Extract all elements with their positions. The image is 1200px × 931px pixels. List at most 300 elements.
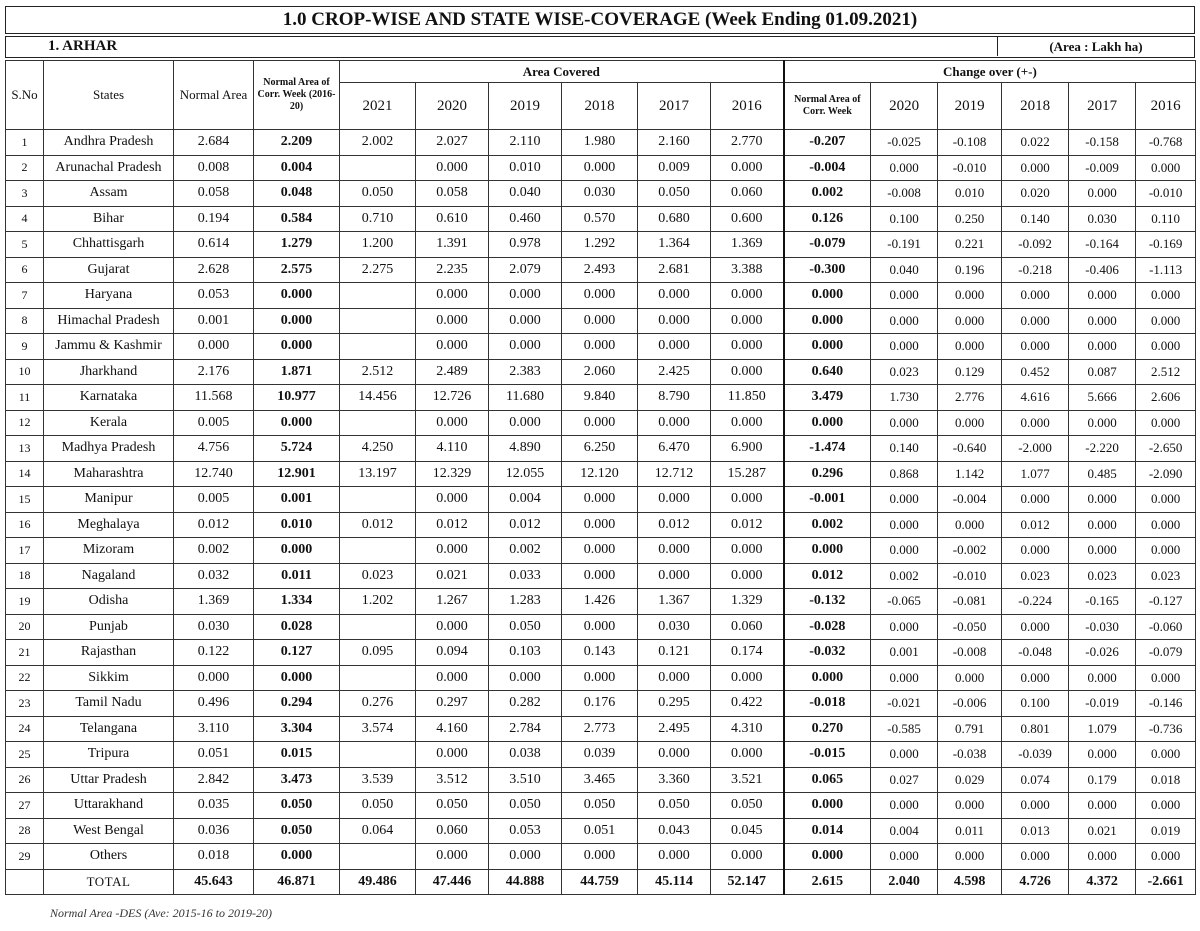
cell-normal-area: 0.053 bbox=[174, 283, 254, 309]
cell-area-2019: 0.050 bbox=[489, 793, 562, 819]
header-change-year: 2020 bbox=[871, 83, 938, 130]
cell-change-2016: -0.169 bbox=[1136, 232, 1196, 258]
cell-normal-corr: 0.004 bbox=[254, 155, 340, 181]
cell-state: Tamil Nadu bbox=[44, 691, 174, 717]
cell-area-2020: 0.000 bbox=[416, 844, 489, 870]
cell-change-2018: 4.726 bbox=[1002, 869, 1069, 895]
cell-area-2020: 1.391 bbox=[416, 232, 489, 258]
cell-area-2016: 6.900 bbox=[711, 436, 784, 462]
cell-area-2018: 1.292 bbox=[562, 232, 638, 258]
table-row bbox=[6, 334, 1196, 360]
cell-change-normal: -0.018 bbox=[784, 691, 871, 717]
cell-change-2018: 1.077 bbox=[1002, 461, 1069, 487]
cell-change-normal: 0.000 bbox=[784, 665, 871, 691]
cell-area-2017: 6.470 bbox=[638, 436, 711, 462]
cell-change-2018: 0.013 bbox=[1002, 818, 1069, 844]
cell-change-2016: 0.000 bbox=[1136, 155, 1196, 181]
cell-area-2019: 0.000 bbox=[489, 410, 562, 436]
cell-normal-corr: 1.334 bbox=[254, 589, 340, 615]
cell-change-2016: 0.000 bbox=[1136, 308, 1196, 334]
cell-change-normal: -0.079 bbox=[784, 232, 871, 258]
cell-change-2016: 2.512 bbox=[1136, 359, 1196, 385]
cell-area-2020: 0.610 bbox=[416, 206, 489, 232]
cell-normal-area: 0.051 bbox=[174, 742, 254, 768]
cell-change-2018: 0.000 bbox=[1002, 487, 1069, 513]
cell-change-2019: -0.002 bbox=[938, 538, 1002, 564]
cell-area-2017: 0.043 bbox=[638, 818, 711, 844]
cell-area-2017: 0.000 bbox=[638, 844, 711, 870]
cell-change-2016: -0.127 bbox=[1136, 589, 1196, 615]
cell-change-normal: 0.014 bbox=[784, 818, 871, 844]
cell-sno: 19 bbox=[6, 589, 44, 615]
cell-state: Karnataka bbox=[44, 385, 174, 411]
cell-change-2017: 0.000 bbox=[1069, 181, 1136, 207]
cell-state: Jharkhand bbox=[44, 359, 174, 385]
cell-normal-area: 3.110 bbox=[174, 716, 254, 742]
cell-area-2019: 0.978 bbox=[489, 232, 562, 258]
table-row bbox=[6, 385, 1196, 411]
table-row bbox=[6, 716, 1196, 742]
cell-change-2019: 0.196 bbox=[938, 257, 1002, 283]
cell-area-2017: 8.790 bbox=[638, 385, 711, 411]
cell-area-2020: 0.060 bbox=[416, 818, 489, 844]
cell-area-2016: 52.147 bbox=[711, 869, 784, 895]
cell-area-2018: 0.000 bbox=[562, 487, 638, 513]
cell-area-2019: 0.282 bbox=[489, 691, 562, 717]
cell-change-2020: 0.023 bbox=[871, 359, 938, 385]
cell-area-2019: 0.050 bbox=[489, 614, 562, 640]
cell-change-2019: 0.000 bbox=[938, 410, 1002, 436]
cell-area-2020: 2.027 bbox=[416, 130, 489, 156]
cell-change-2020: -0.191 bbox=[871, 232, 938, 258]
cell-area-2018: 0.000 bbox=[562, 563, 638, 589]
cell-change-normal: -0.032 bbox=[784, 640, 871, 666]
cell-sno: 2 bbox=[6, 155, 44, 181]
cell-normal-corr: 5.724 bbox=[254, 436, 340, 462]
cell-area-2019: 0.004 bbox=[489, 487, 562, 513]
cell-area-2016: 0.000 bbox=[711, 563, 784, 589]
cell-change-2016: 0.018 bbox=[1136, 767, 1196, 793]
cell-change-2017: -0.030 bbox=[1069, 614, 1136, 640]
cell-change-2020: 0.027 bbox=[871, 767, 938, 793]
cell-normal-corr: 12.901 bbox=[254, 461, 340, 487]
cell-area-2020: 0.000 bbox=[416, 487, 489, 513]
header-change-over: Change over (+-) bbox=[784, 61, 1196, 83]
cell-area-2020: 0.050 bbox=[416, 793, 489, 819]
header-change-normal: Normal Area of Corr. Week bbox=[784, 83, 871, 130]
crop-name: 1. ARHAR bbox=[48, 38, 118, 54]
cell-change-2016: 2.606 bbox=[1136, 385, 1196, 411]
cell-area-2019: 0.000 bbox=[489, 665, 562, 691]
cell-area-2018: 0.000 bbox=[562, 308, 638, 334]
table-row bbox=[6, 589, 1196, 615]
cell-change-2017: 0.087 bbox=[1069, 359, 1136, 385]
cell-area-2021: 0.050 bbox=[340, 793, 416, 819]
cell-area-2017: 1.367 bbox=[638, 589, 711, 615]
cell-sno: 23 bbox=[6, 691, 44, 717]
cell-change-normal: 0.000 bbox=[784, 308, 871, 334]
cell-change-2020: 0.000 bbox=[871, 308, 938, 334]
cell-change-2018: 0.000 bbox=[1002, 665, 1069, 691]
cell-change-normal: -1.474 bbox=[784, 436, 871, 462]
cell-area-2018: 0.000 bbox=[562, 538, 638, 564]
cell-state: Nagaland bbox=[44, 563, 174, 589]
table-row bbox=[6, 614, 1196, 640]
cell-normal-corr: 0.584 bbox=[254, 206, 340, 232]
cell-change-normal: 0.002 bbox=[784, 512, 871, 538]
cell-normal-area: 2.176 bbox=[174, 359, 254, 385]
cell-area-2020: 0.000 bbox=[416, 665, 489, 691]
cell-change-normal: -0.004 bbox=[784, 155, 871, 181]
cell-area-2021 bbox=[340, 155, 416, 181]
cell-sno: 11 bbox=[6, 385, 44, 411]
cell-state: Punjab bbox=[44, 614, 174, 640]
cell-normal-area: 0.036 bbox=[174, 818, 254, 844]
cell-normal-corr: 2.209 bbox=[254, 130, 340, 156]
cell-change-2017: 0.021 bbox=[1069, 818, 1136, 844]
cell-area-2018: 0.000 bbox=[562, 614, 638, 640]
cell-change-2020: 0.000 bbox=[871, 538, 938, 564]
cell-change-normal: -0.132 bbox=[784, 589, 871, 615]
cell-area-2019: 12.055 bbox=[489, 461, 562, 487]
cell-change-2017: 0.000 bbox=[1069, 665, 1136, 691]
cell-area-2017: 0.000 bbox=[638, 742, 711, 768]
cell-area-2019: 0.002 bbox=[489, 538, 562, 564]
cell-area-2018: 0.030 bbox=[562, 181, 638, 207]
cell-area-2021: 0.012 bbox=[340, 512, 416, 538]
cell-change-2019: -0.081 bbox=[938, 589, 1002, 615]
cell-area-2016: 0.000 bbox=[711, 308, 784, 334]
cell-area-2017: 0.030 bbox=[638, 614, 711, 640]
cell-normal-corr: 0.048 bbox=[254, 181, 340, 207]
cell-area-2019: 3.510 bbox=[489, 767, 562, 793]
cell-change-2017: 0.000 bbox=[1069, 742, 1136, 768]
cell-change-2019: -0.038 bbox=[938, 742, 1002, 768]
cell-area-2017: 2.681 bbox=[638, 257, 711, 283]
cell-sno: 9 bbox=[6, 334, 44, 360]
cell-change-normal: 0.640 bbox=[784, 359, 871, 385]
cell-area-2020: 0.012 bbox=[416, 512, 489, 538]
cell-sno: 21 bbox=[6, 640, 44, 666]
cell-area-2020: 0.000 bbox=[416, 742, 489, 768]
table-row bbox=[6, 563, 1196, 589]
cell-change-2016: 0.000 bbox=[1136, 283, 1196, 309]
cell-change-normal: 0.000 bbox=[784, 410, 871, 436]
cell-area-2020: 0.000 bbox=[416, 410, 489, 436]
table-row bbox=[6, 512, 1196, 538]
cell-change-normal: 0.270 bbox=[784, 716, 871, 742]
cell-area-2021 bbox=[340, 742, 416, 768]
cell-change-normal: 0.000 bbox=[784, 283, 871, 309]
cell-change-2018: 0.022 bbox=[1002, 130, 1069, 156]
cell-area-2016: 1.329 bbox=[711, 589, 784, 615]
cell-normal-corr: 0.000 bbox=[254, 844, 340, 870]
cell-normal-corr: 0.127 bbox=[254, 640, 340, 666]
cell-change-2018: 0.000 bbox=[1002, 308, 1069, 334]
cell-normal-corr: 1.871 bbox=[254, 359, 340, 385]
table-row bbox=[6, 436, 1196, 462]
cell-normal-area: 0.030 bbox=[174, 614, 254, 640]
crop-bar bbox=[5, 36, 1195, 58]
cell-area-2018: 0.000 bbox=[562, 283, 638, 309]
cell-change-normal: -0.028 bbox=[784, 614, 871, 640]
cell-state: Tripura bbox=[44, 742, 174, 768]
cell-state: Uttarakhand bbox=[44, 793, 174, 819]
cell-change-2016: -0.768 bbox=[1136, 130, 1196, 156]
cell-normal-area: 11.568 bbox=[174, 385, 254, 411]
cell-change-2020: 0.001 bbox=[871, 640, 938, 666]
table-row bbox=[6, 308, 1196, 334]
cell-area-2021 bbox=[340, 844, 416, 870]
cell-change-2016: 0.000 bbox=[1136, 334, 1196, 360]
cell-change-2016: -2.090 bbox=[1136, 461, 1196, 487]
cell-area-2018: 0.000 bbox=[562, 512, 638, 538]
cell-change-2020: 0.000 bbox=[871, 742, 938, 768]
cell-area-2021: 14.456 bbox=[340, 385, 416, 411]
cell-area-2018: 44.759 bbox=[562, 869, 638, 895]
cell-normal-corr: 0.000 bbox=[254, 308, 340, 334]
table-row bbox=[6, 818, 1196, 844]
cell-change-2018: 0.000 bbox=[1002, 410, 1069, 436]
cell-area-2017: 0.000 bbox=[638, 283, 711, 309]
table-row bbox=[6, 640, 1196, 666]
cell-area-2016: 0.000 bbox=[711, 742, 784, 768]
cell-state: Rajasthan bbox=[44, 640, 174, 666]
cell-change-2016: 0.000 bbox=[1136, 410, 1196, 436]
cell-area-2020: 0.021 bbox=[416, 563, 489, 589]
cell-change-2019: 4.598 bbox=[938, 869, 1002, 895]
cell-area-2020: 0.000 bbox=[416, 614, 489, 640]
cell-area-2020: 12.726 bbox=[416, 385, 489, 411]
cell-area-2021: 3.539 bbox=[340, 767, 416, 793]
cell-sno: 1 bbox=[6, 130, 44, 156]
cell-change-2018: -0.039 bbox=[1002, 742, 1069, 768]
cell-area-2016: 15.287 bbox=[711, 461, 784, 487]
header-area-year: 2017 bbox=[638, 83, 711, 130]
cell-area-2016: 0.000 bbox=[711, 359, 784, 385]
cell-sno: 16 bbox=[6, 512, 44, 538]
cell-sno: 4 bbox=[6, 206, 44, 232]
cell-area-2021: 3.574 bbox=[340, 716, 416, 742]
cell-area-2017: 0.000 bbox=[638, 563, 711, 589]
cell-sno: 6 bbox=[6, 257, 44, 283]
cell-area-2020: 0.297 bbox=[416, 691, 489, 717]
cell-area-2020: 0.058 bbox=[416, 181, 489, 207]
cell-normal-corr: 0.028 bbox=[254, 614, 340, 640]
cell-area-2016: 11.850 bbox=[711, 385, 784, 411]
cell-change-2016: 0.000 bbox=[1136, 742, 1196, 768]
cell-sno: 20 bbox=[6, 614, 44, 640]
cell-sno: 25 bbox=[6, 742, 44, 768]
cell-area-2017: 0.000 bbox=[638, 308, 711, 334]
cell-area-2017: 2.160 bbox=[638, 130, 711, 156]
cell-area-2020: 0.000 bbox=[416, 283, 489, 309]
cell-change-2018: 4.616 bbox=[1002, 385, 1069, 411]
table-row bbox=[6, 691, 1196, 717]
cell-state: Arunachal Pradesh bbox=[44, 155, 174, 181]
header-area-covered: Area Covered bbox=[340, 61, 784, 83]
cell-change-2016: 0.000 bbox=[1136, 665, 1196, 691]
cell-state: TOTAL bbox=[44, 869, 174, 895]
header-change-year: 2018 bbox=[1002, 83, 1069, 130]
table-row bbox=[6, 665, 1196, 691]
cell-change-2019: 0.029 bbox=[938, 767, 1002, 793]
cell-state: Bihar bbox=[44, 206, 174, 232]
cell-area-2016: 0.060 bbox=[711, 181, 784, 207]
table-row bbox=[6, 844, 1196, 870]
cell-area-2017: 0.009 bbox=[638, 155, 711, 181]
cell-area-2019: 0.000 bbox=[489, 308, 562, 334]
cell-change-2018: 0.012 bbox=[1002, 512, 1069, 538]
cell-area-2021: 0.276 bbox=[340, 691, 416, 717]
coverage-table bbox=[5, 60, 1196, 895]
cell-change-2016: -2.661 bbox=[1136, 869, 1196, 895]
cell-normal-area: 1.369 bbox=[174, 589, 254, 615]
cell-normal-corr: 46.871 bbox=[254, 869, 340, 895]
cell-area-2021 bbox=[340, 487, 416, 513]
cell-area-2021 bbox=[340, 283, 416, 309]
cell-area-2018: 3.465 bbox=[562, 767, 638, 793]
cell-change-2016: -2.650 bbox=[1136, 436, 1196, 462]
cell-change-2018: 0.452 bbox=[1002, 359, 1069, 385]
cell-area-2021 bbox=[340, 614, 416, 640]
cell-change-2020: 0.040 bbox=[871, 257, 938, 283]
table-row bbox=[6, 487, 1196, 513]
cell-normal-area: 0.018 bbox=[174, 844, 254, 870]
cell-state: Meghalaya bbox=[44, 512, 174, 538]
cell-area-2018: 0.570 bbox=[562, 206, 638, 232]
cell-normal-area: 0.496 bbox=[174, 691, 254, 717]
cell-change-normal: 0.000 bbox=[784, 538, 871, 564]
cell-change-2016: -0.079 bbox=[1136, 640, 1196, 666]
cell-area-2018: 2.060 bbox=[562, 359, 638, 385]
cell-area-2016: 0.000 bbox=[711, 538, 784, 564]
cell-area-2018: 2.493 bbox=[562, 257, 638, 283]
cell-area-2019: 0.000 bbox=[489, 334, 562, 360]
cell-change-2020: 0.002 bbox=[871, 563, 938, 589]
cell-area-2019: 0.000 bbox=[489, 844, 562, 870]
cell-sno bbox=[6, 869, 44, 895]
cell-change-2020: -0.025 bbox=[871, 130, 938, 156]
cell-area-2019: 0.053 bbox=[489, 818, 562, 844]
cell-change-2019: 0.221 bbox=[938, 232, 1002, 258]
cell-change-normal: 0.296 bbox=[784, 461, 871, 487]
cell-change-normal: 0.126 bbox=[784, 206, 871, 232]
cell-change-2017: 1.079 bbox=[1069, 716, 1136, 742]
cell-change-2018: -0.218 bbox=[1002, 257, 1069, 283]
cell-area-2019: 0.012 bbox=[489, 512, 562, 538]
cell-change-2016: -0.010 bbox=[1136, 181, 1196, 207]
header-states: States bbox=[44, 61, 174, 130]
total-row bbox=[6, 869, 1196, 895]
cell-normal-area: 0.000 bbox=[174, 665, 254, 691]
cell-area-2021: 2.275 bbox=[340, 257, 416, 283]
cell-area-2020: 47.446 bbox=[416, 869, 489, 895]
cell-state: Telangana bbox=[44, 716, 174, 742]
cell-change-2020: -0.065 bbox=[871, 589, 938, 615]
cell-change-2017: -0.165 bbox=[1069, 589, 1136, 615]
cell-normal-corr: 1.279 bbox=[254, 232, 340, 258]
cell-normal-area: 0.012 bbox=[174, 512, 254, 538]
cell-area-2018: 0.000 bbox=[562, 334, 638, 360]
cell-area-2016: 0.000 bbox=[711, 155, 784, 181]
header-area-year: 2018 bbox=[562, 83, 638, 130]
cell-sno: 26 bbox=[6, 767, 44, 793]
cell-area-2017: 0.012 bbox=[638, 512, 711, 538]
cell-area-2017: 0.000 bbox=[638, 487, 711, 513]
cell-change-2018: -0.048 bbox=[1002, 640, 1069, 666]
cell-area-2019: 4.890 bbox=[489, 436, 562, 462]
cell-change-2018: 0.140 bbox=[1002, 206, 1069, 232]
cell-change-2017: 0.000 bbox=[1069, 410, 1136, 436]
cell-change-2019: -0.050 bbox=[938, 614, 1002, 640]
table-row bbox=[6, 742, 1196, 768]
cell-change-2018: 0.100 bbox=[1002, 691, 1069, 717]
cell-change-2017: 0.485 bbox=[1069, 461, 1136, 487]
cell-area-2017: 0.050 bbox=[638, 793, 711, 819]
cell-change-2019: 2.776 bbox=[938, 385, 1002, 411]
cell-change-2020: -0.008 bbox=[871, 181, 938, 207]
cell-area-2018: 0.051 bbox=[562, 818, 638, 844]
cell-change-2016: 0.000 bbox=[1136, 512, 1196, 538]
cell-state: Chhattisgarh bbox=[44, 232, 174, 258]
cell-change-2018: 0.000 bbox=[1002, 614, 1069, 640]
cell-change-2020: 0.100 bbox=[871, 206, 938, 232]
cell-area-2020: 1.267 bbox=[416, 589, 489, 615]
cell-area-2018: 0.050 bbox=[562, 793, 638, 819]
cell-normal-corr: 0.001 bbox=[254, 487, 340, 513]
header-change-year: 2016 bbox=[1136, 83, 1196, 130]
cell-normal-area: 0.122 bbox=[174, 640, 254, 666]
cell-area-2020: 4.160 bbox=[416, 716, 489, 742]
cell-area-2018: 0.000 bbox=[562, 665, 638, 691]
cell-area-2018: 6.250 bbox=[562, 436, 638, 462]
cell-change-2017: -0.026 bbox=[1069, 640, 1136, 666]
cell-change-2018: 0.000 bbox=[1002, 538, 1069, 564]
cell-area-2017: 2.425 bbox=[638, 359, 711, 385]
cell-change-2020: 1.730 bbox=[871, 385, 938, 411]
cell-change-2020: 0.868 bbox=[871, 461, 938, 487]
cell-normal-corr: 0.011 bbox=[254, 563, 340, 589]
cell-area-2016: 3.521 bbox=[711, 767, 784, 793]
cell-normal-area: 2.842 bbox=[174, 767, 254, 793]
cell-normal-corr: 3.304 bbox=[254, 716, 340, 742]
cell-area-2017: 0.121 bbox=[638, 640, 711, 666]
cell-change-2019: 0.000 bbox=[938, 793, 1002, 819]
cell-normal-area: 0.000 bbox=[174, 334, 254, 360]
cell-normal-area: 12.740 bbox=[174, 461, 254, 487]
cell-area-2017: 1.364 bbox=[638, 232, 711, 258]
cell-state: West Bengal bbox=[44, 818, 174, 844]
cell-area-2021: 0.023 bbox=[340, 563, 416, 589]
cell-sno: 18 bbox=[6, 563, 44, 589]
cell-change-2018: 0.000 bbox=[1002, 334, 1069, 360]
cell-area-2020: 2.489 bbox=[416, 359, 489, 385]
cell-change-2019: 0.000 bbox=[938, 283, 1002, 309]
cell-change-normal: 0.000 bbox=[784, 334, 871, 360]
header-area-year: 2020 bbox=[416, 83, 489, 130]
cell-normal-corr: 0.000 bbox=[254, 538, 340, 564]
cell-area-2018: 0.000 bbox=[562, 155, 638, 181]
cell-change-2020: 0.000 bbox=[871, 155, 938, 181]
cell-change-2020: 0.004 bbox=[871, 818, 938, 844]
cell-state: Madhya Pradesh bbox=[44, 436, 174, 462]
cell-area-2018: 0.176 bbox=[562, 691, 638, 717]
cell-change-2020: 0.140 bbox=[871, 436, 938, 462]
report-title: 1.0 CROP-WISE AND STATE WISE-COVERAGE (Week Ending 01.09.2021) bbox=[5, 6, 1195, 34]
cell-area-2016: 0.000 bbox=[711, 665, 784, 691]
cell-change-2017: 5.666 bbox=[1069, 385, 1136, 411]
